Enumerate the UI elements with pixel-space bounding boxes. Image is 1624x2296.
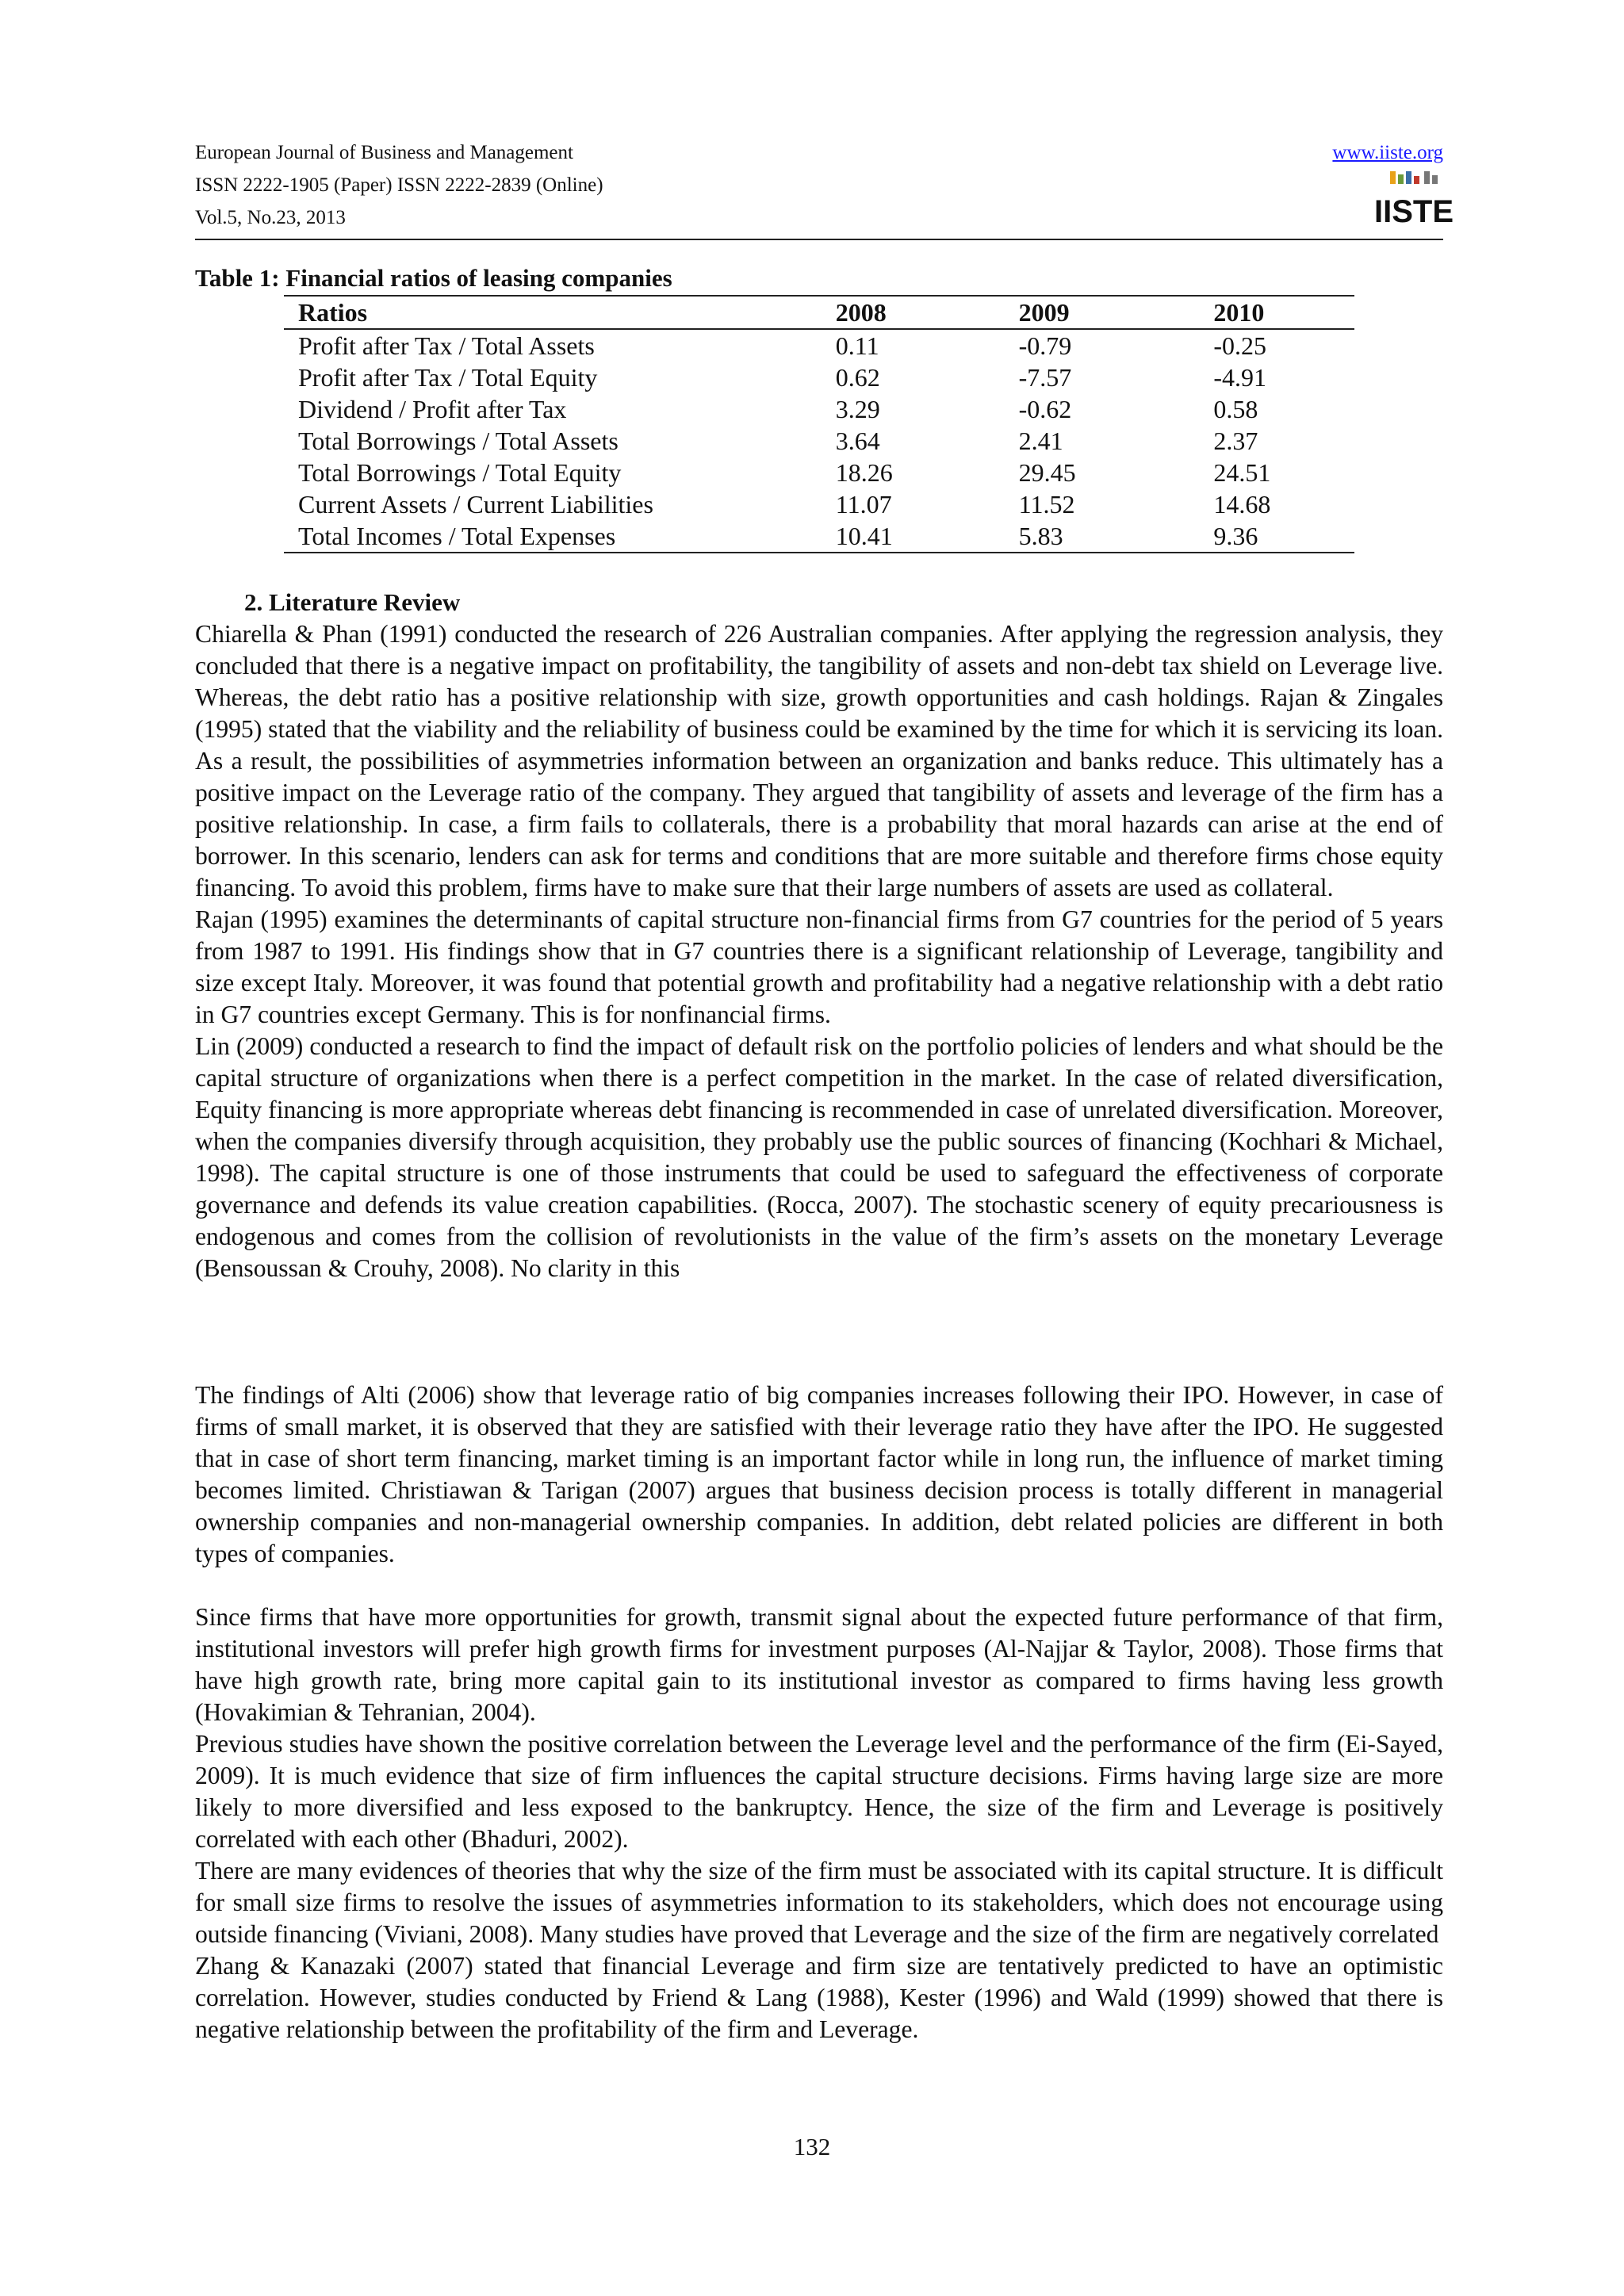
table-header-row xyxy=(284,296,1354,329)
ratio-value: 11.52 xyxy=(1018,490,1075,519)
body-text-block xyxy=(195,618,1443,1284)
ratio-value: 3.64 xyxy=(835,427,880,455)
iiste-logo-icon xyxy=(1373,171,1454,229)
table-row xyxy=(284,329,1354,362)
column-header: 2010 xyxy=(1199,296,1354,329)
financial-ratios-table xyxy=(284,295,1354,553)
header-divider xyxy=(195,239,1443,240)
body-text-block xyxy=(195,1380,1443,1570)
ratio-value: -0.62 xyxy=(1018,395,1072,423)
ratio-value: 29.45 xyxy=(1018,458,1076,487)
table-row xyxy=(284,425,1354,457)
paragraph: The findings of Alti (2006) show that leverage ratio of big companies increases following their IPO. However, in case of firms of small market, it is observed that they are satisfied with their leverage ratio they have after the IPO. He suggested that in case of short term financing, market timing is an important factor while in long run, the influence of market timing becomes limited. Christiawan & Tarigan (2007) argues that business decision process is totally different in managerial ownership companies and non-managerial ownership companies. In addition, debt related policies are different in both types of companies. xyxy=(195,1381,1443,1567)
ratio-value: 24.51 xyxy=(1213,458,1271,487)
ratio-name: Dividend / Profit after Tax xyxy=(298,395,567,423)
paragraph: Rajan (1995) examines the determinants of capital structure non-financial firms from G7 countries for the period of 5 years from 1987 to 1991. His findings show that in G7 countries there is a significant relationship of Leverage, tangibility and size except Italy. Moreover, it was found that potential growth and profitability had a negative relationship with a debt ratio in G7 countries except Germany. This is for nonfinancial firms. xyxy=(195,905,1443,1028)
ratio-value: 14.68 xyxy=(1213,490,1271,519)
ratio-value: 18.26 xyxy=(835,458,893,487)
table-caption: Table 1: Financial ratios of leasing companies xyxy=(195,264,672,292)
ratio-value: 2.41 xyxy=(1018,427,1063,455)
paragraph: Previous studies have shown the positive correlation between the Leverage level and the performance of the firm (Ei-Sayed, 2009). It is much evidence that size of firm influences the capital structure decisions. Firms having large size are more likely to more diversified and less exposed to the bankruptcy. Hence, the size of the firm and Leverage is positively correlated with each other (Bhaduri, 2002). xyxy=(195,1730,1443,1853)
journal-name: European Journal of Business and Management xyxy=(195,142,573,163)
table-row xyxy=(284,362,1354,393)
journal-issn: ISSN 2222-1905 (Paper) ISSN 2222-2839 (Online) xyxy=(195,174,603,196)
paragraph: There are many evidences of theories that why the size of the firm must be associated with its capital structure. It is difficult for small size firms to resolve the issues of asymmetries information to its stakeholders, which does not encourage using outside financing (Viviani, 2008). Many studies have proved that Leverage and the size of the firm are negatively correlated xyxy=(195,1857,1443,1948)
ratio-value: -4.91 xyxy=(1213,363,1266,392)
logo-text: IISTE xyxy=(1373,194,1454,229)
column-header: 2009 xyxy=(1005,296,1200,329)
ratio-value: 5.83 xyxy=(1005,520,1200,553)
ratio-value: 2.37 xyxy=(1213,427,1258,455)
body-text-block xyxy=(195,1601,1443,2045)
table-row xyxy=(284,457,1354,488)
ratio-value: -7.57 xyxy=(1018,363,1072,392)
paragraph: Lin (2009) conducted a research to find the impact of default risk on the portfolio policies of lenders and what should be the capital structure of organizations when there is a perfect competition in the market. In the case of related diversification, Equity financing is more appropriate whereas debt financing is recommended in case of unrelated diversification. Moreover, when the companies diversify through acquisition, they probably use the public sources of financing (Kochhari & Michael, 1998). The capital structure is one of those instruments that could be used to safeguard the effectiveness of corporate governance and defends its value creation capabilities. (Rocca, 2007). The stochastic scenery of equity precariousness is endogenous and comes from the collision of revolutionists in the value of the firm’s assets on the monetary Leverage (Bensoussan & Crouhy, 2008). No clarity in this xyxy=(195,1032,1443,1282)
ratio-value: -0.79 xyxy=(1018,331,1072,360)
ratio-value: 11.07 xyxy=(835,490,892,519)
ratio-value: 10.41 xyxy=(822,520,1005,553)
paragraph: Chiarella & Phan (1991) conducted the research of 226 Australian companies. After applying the regression analysis, they concluded that there is a negative impact on profitability, the tangibility of assets and non-debt tax shield on Leverage live. Whereas, the debt ratio has a positive relationship with size, growth opportunities and cash holdings. Rajan & Zingales (1995) stated that the viability and the reliability of business could be examined by the time for which it is servicing its loan. As a result, the possibilities of asymmetries information between an organization and banks reduce. This ultimately has a positive impact on the Leverage ratio of the company. They argued that tangibility of assets and leverage of the firm has a positive relationship. In case, a firm fails to collaterals, there is a probability that moral hazards can arise at the end of borrower. In this scenario, lenders can ask for terms and conditions that are more suitable and therefore firms chose equity financing. To avoid this problem, firms have to make sure that their large numbers of assets are used as collateral. xyxy=(195,620,1443,901)
section-heading: 2. Literature Review xyxy=(244,588,461,616)
ratio-value: 0.11 xyxy=(835,331,879,360)
ratio-name: Profit after Tax / Total Equity xyxy=(298,363,598,392)
ratio-name: Total Incomes / Total Expenses xyxy=(284,520,822,553)
ratio-value: 0.58 xyxy=(1213,395,1258,423)
ratio-name: Profit after Tax / Total Assets xyxy=(298,331,595,360)
ratio-value: 9.36 xyxy=(1199,520,1354,553)
table-row xyxy=(284,393,1354,425)
ratio-value: -0.25 xyxy=(1213,331,1266,360)
page-number: 132 xyxy=(793,2133,831,2160)
paragraph: Since firms that have more opportunities for growth, transmit signal about the expected future performance of that firm, institutional investors will prefer high growth firms for investment purposes (Al-Najjar & Taylor, 2008). Those firms that have high growth rate, bring more capital gain to its institutional investor as compared to firms having less growth (Hovakimian & Tehranian, 2004). xyxy=(195,1603,1443,1726)
ratio-name: Current Assets / Current Liabilities xyxy=(298,490,653,519)
ratio-value: 0.62 xyxy=(835,363,880,392)
table-row xyxy=(284,520,1354,553)
journal-header xyxy=(195,136,1443,234)
journal-volume: Vol.5, No.23, 2013 xyxy=(195,207,346,228)
ratio-name: Total Borrowings / Total Assets xyxy=(298,427,619,455)
column-header: 2008 xyxy=(822,296,1005,329)
journal-url-link[interactable]: www.iiste.org xyxy=(1332,142,1443,163)
paragraph: Zhang & Kanazaki (2007) stated that financial Leverage and firm size are tentatively predicted to have an optimistic correlation. However, studies conducted by Friend & Lang (1988), Kester (1996) and Wald (1999) showed that there is negative relationship between the profitability of the firm and Leverage. xyxy=(195,1952,1443,2043)
ratio-name: Total Borrowings / Total Equity xyxy=(298,458,622,487)
ratio-value: 3.29 xyxy=(835,395,880,423)
column-header: Ratios xyxy=(284,296,822,329)
table-row xyxy=(284,488,1354,520)
